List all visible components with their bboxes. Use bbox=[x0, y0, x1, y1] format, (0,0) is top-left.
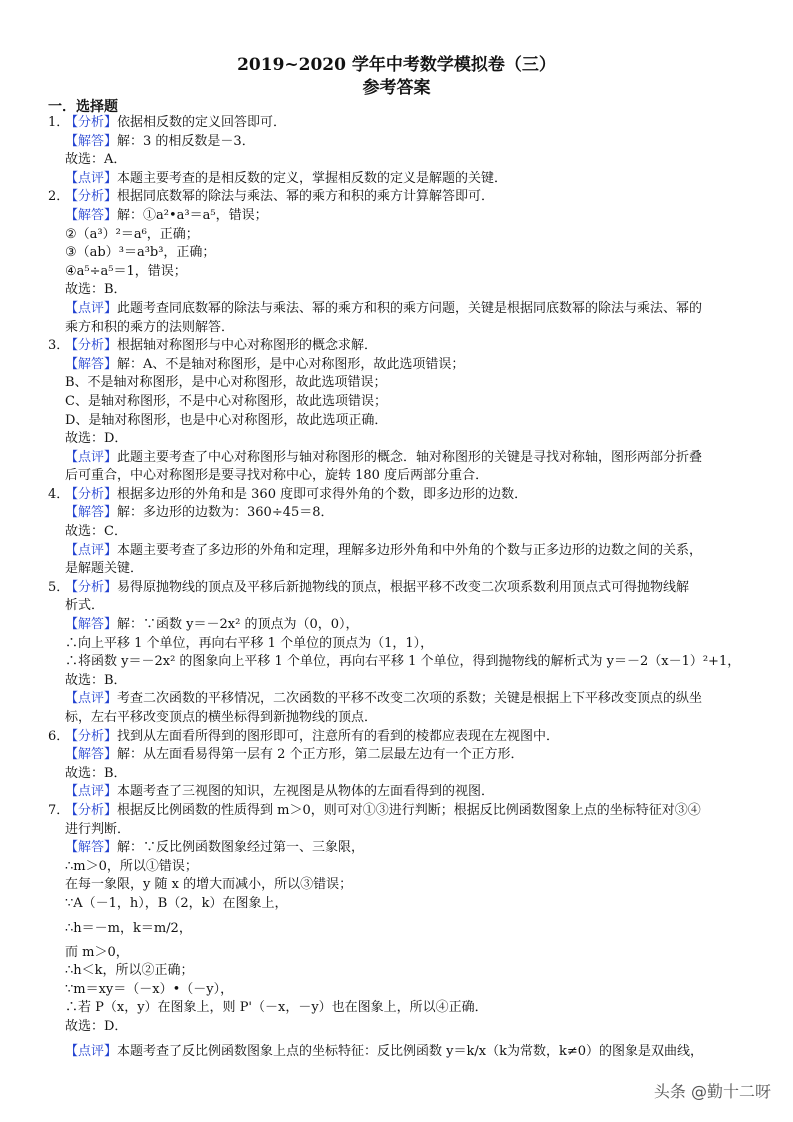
section-tag: 【点评】 bbox=[65, 449, 118, 465]
section-tag: 【解答】 bbox=[65, 133, 118, 149]
answer-line bbox=[48, 300, 748, 319]
answer-line bbox=[48, 244, 748, 263]
answer-line bbox=[48, 542, 748, 561]
answer-line bbox=[48, 263, 748, 282]
answer-line bbox=[48, 635, 748, 654]
answer-line bbox=[48, 151, 748, 170]
source-watermark: 头条 @勤十二呀 bbox=[653, 1082, 771, 1101]
answer-line bbox=[48, 356, 748, 375]
line-text: 故选：D． bbox=[65, 1018, 128, 1034]
line-text: 解：3 的相反数是－3． bbox=[117, 133, 255, 149]
section-tag: 【解答】 bbox=[65, 356, 118, 372]
answer-line bbox=[48, 207, 748, 226]
question-number: 4． bbox=[48, 486, 70, 502]
answer-line bbox=[48, 672, 748, 691]
answer-line bbox=[48, 467, 748, 486]
line-text: 本题考查了三视图的知识，左视图是从物体的左面看得到的视图． bbox=[117, 784, 495, 800]
section-tag: 【分析】 bbox=[65, 802, 118, 818]
answer-line bbox=[48, 999, 748, 1018]
line-text: 根据反比例函数的性质得到 m＞0，则可对①③进行判断；根据反比例函数图象上点的坐标特征对③④ bbox=[117, 802, 701, 818]
answer-line bbox=[48, 858, 748, 877]
answer-line bbox=[48, 944, 748, 963]
answer-line bbox=[48, 393, 748, 412]
line-text: 故选：B． bbox=[65, 282, 127, 298]
section-tag: 【点评】 bbox=[65, 170, 118, 186]
answer-line bbox=[48, 114, 748, 133]
answer-line bbox=[48, 319, 748, 338]
line-text: ∴将函数 y＝－2x² 的图象向上平移 1 个单位，再向右平移 1 个单位，得到抛物线的解析式为 y＝－2（x－1）²+1， bbox=[65, 654, 741, 670]
line-text: 找到从左面看所得到的图形即可，注意所有的看到的棱都应表现在左视图中． bbox=[117, 728, 560, 744]
answer-line bbox=[48, 449, 748, 468]
line-text: 依据相反数的定义回答即可． bbox=[117, 115, 287, 130]
answer-line bbox=[48, 962, 748, 981]
answer-line bbox=[48, 133, 748, 152]
line-text: 乘方和积的乘方的法则解答． bbox=[65, 319, 235, 335]
section-tag: 【解答】 bbox=[65, 207, 118, 223]
line-text: 故选：B． bbox=[65, 672, 127, 688]
line-text: ∵m＝xy＝（－x）•（－y）， bbox=[65, 981, 234, 997]
section-tag: 【分析】 bbox=[65, 115, 118, 130]
answer-line bbox=[48, 802, 748, 821]
section-tag: 【解答】 bbox=[65, 840, 118, 856]
answer-line bbox=[48, 895, 748, 914]
line-text: 后可重合，中心对称图形是要寻找对称中心，旋转 180 度后两部分重合． bbox=[65, 468, 489, 484]
question-number: 2． bbox=[48, 189, 70, 205]
answer-line bbox=[48, 914, 748, 944]
section-tag: 【分析】 bbox=[65, 189, 118, 205]
line-text: ∴若 P（x，y）在图象上，则 P'（－x，－y）也在图象上，所以④正确． bbox=[65, 1000, 488, 1016]
answer-line bbox=[48, 226, 748, 245]
answer-line bbox=[48, 486, 748, 505]
document-title: 2019~2020 学年中考数学模拟卷（三） bbox=[237, 55, 556, 75]
line-text: 析式． bbox=[65, 598, 105, 614]
section-tag: 【点评】 bbox=[65, 542, 118, 558]
document-subtitle: 参考答案 bbox=[362, 78, 431, 98]
line-text: 在每一象限，y 随 x 的增大而减小，所以③错误； bbox=[65, 877, 353, 893]
line-text: 本题考查了反比例函数图象上点的坐标特征：反比例函数 y＝k/x（k为常数，k≠0）的图象是双曲线， bbox=[117, 1043, 704, 1059]
line-text: C、是轴对称图形，不是中心对称图形，故此选项错误； bbox=[65, 393, 387, 409]
section-tag: 【分析】 bbox=[65, 338, 118, 354]
line-text: 此题考查同底数幂的除法与乘法、幂的乘方和积的乘方问题，关键是根据同底数幂的除法与乘法、幂的 bbox=[117, 300, 703, 316]
answer-line bbox=[48, 597, 748, 616]
section-tag: 【点评】 bbox=[65, 691, 118, 707]
line-text: ④a⁵÷a⁵＝1，错误； bbox=[65, 263, 187, 279]
answer-line bbox=[48, 728, 748, 747]
line-text: 解：多边形的边数为：360÷45＝8． bbox=[117, 505, 334, 521]
answer-line bbox=[48, 783, 748, 802]
line-text: ②（a³）²＝a⁶，正确； bbox=[65, 226, 199, 242]
answer-line bbox=[48, 839, 748, 858]
line-text: 而 m＞0， bbox=[65, 944, 129, 960]
answer-line bbox=[48, 746, 748, 765]
line-text: 进行判断． bbox=[65, 821, 131, 837]
line-text: 根据多边形的外角和是 360 度即可求得外角的个数，即多边形的边数． bbox=[117, 486, 528, 502]
answer-line bbox=[48, 523, 748, 542]
answer-line bbox=[48, 337, 748, 356]
line-text: 解：①a²•a³＝a⁵，错误； bbox=[117, 207, 268, 223]
line-text: 易得原抛物线的顶点及平移后新抛物线的顶点，根据平移不改变二次项系数利用顶点式可得抛物线解 bbox=[117, 579, 690, 595]
section-tag: 【分析】 bbox=[65, 728, 118, 744]
section-tag: 【解答】 bbox=[65, 747, 118, 763]
answer-line bbox=[48, 579, 748, 598]
line-text: B、不是轴对称图形，是中心对称图形，故此选项错误； bbox=[65, 375, 387, 391]
line-text: 根据同底数幂的除法与乘法、幂的乘方和积的乘方计算解答即可． bbox=[117, 189, 495, 205]
question-number: 1． bbox=[48, 115, 70, 130]
section-tag: 【解答】 bbox=[65, 617, 118, 633]
line-text: D、是轴对称图形，也是中心对称图形，故此选项正确． bbox=[65, 412, 388, 428]
answer-line bbox=[48, 765, 748, 784]
answer-line bbox=[48, 412, 748, 431]
section-tag: 【点评】 bbox=[65, 300, 118, 316]
question-number: 5． bbox=[48, 579, 70, 595]
line-text: 解：A、不是轴对称图形，是中心对称图形，故此选项错误； bbox=[117, 356, 465, 372]
section-tag: 【点评】 bbox=[65, 1043, 118, 1059]
answer-line bbox=[48, 653, 748, 672]
line-text: 故选：A． bbox=[65, 152, 127, 168]
line-text: 故选：C． bbox=[65, 524, 127, 540]
line-text: 解：从左面看易得第一层有 2 个正方形，第二层最左边有一个正方形． bbox=[117, 747, 524, 763]
section-heading: 一．选择题 bbox=[48, 99, 118, 115]
line-text: ∴h＜k，所以②正确； bbox=[65, 963, 194, 979]
line-text: ∴m＞0，所以①错误； bbox=[65, 858, 198, 874]
answer-line bbox=[48, 709, 748, 728]
answer-line bbox=[48, 188, 748, 207]
answer-line bbox=[48, 876, 748, 895]
answer-line bbox=[48, 821, 748, 840]
line-text: ③（ab）³＝a³b³，正确； bbox=[65, 245, 216, 261]
section-tag: 【点评】 bbox=[65, 784, 118, 800]
answer-line bbox=[48, 374, 748, 393]
answer-line bbox=[48, 504, 748, 523]
line-text: 是解题关键． bbox=[65, 561, 144, 577]
answer-line bbox=[48, 281, 748, 300]
answer-line bbox=[48, 1018, 748, 1037]
section-tag: 【解答】 bbox=[65, 505, 118, 521]
line-text: 本题主要考查了多边形的外角和定理，理解多边形外角和中外角的个数与正多边形的边数之间的关系， bbox=[117, 542, 703, 558]
answer-body bbox=[48, 114, 748, 1067]
answer-line bbox=[48, 170, 748, 189]
line-text: ∴向上平移 1 个单位，再向右平移 1 个单位的顶点为（1，1）， bbox=[65, 635, 434, 651]
answer-line bbox=[48, 560, 748, 579]
line-text: 解：∵反比例函数图象经过第一、三象限， bbox=[117, 840, 365, 856]
line-text: 本题主要考查的是相反数的定义，掌握相反数的定义是解题的关键． bbox=[117, 170, 508, 186]
question-number: 7． bbox=[48, 802, 70, 818]
section-tag: 【分析】 bbox=[65, 486, 118, 502]
answer-line bbox=[48, 616, 748, 635]
line-text: ∵A（－1，h），B（2，k）在图象上， bbox=[65, 895, 288, 911]
answer-line bbox=[48, 430, 748, 449]
line-text: 根据轴对称图形与中心对称图形的概念求解． bbox=[117, 338, 378, 354]
line-text: 考查二次函数的平移情况，二次函数的平移不改变二次项的系数；关键是根据上下平移改变顶点的纵坐 bbox=[117, 691, 703, 707]
line-text: 标，左右平移改变顶点的横坐标得到新抛物线的顶点． bbox=[65, 710, 378, 725]
line-text: 故选：D． bbox=[65, 431, 128, 447]
answer-line bbox=[48, 981, 748, 1000]
line-text: 此题主要考查了中心对称图形与轴对称图形的概念．轴对称图形的关键是寻找对称轴，图形两部分折叠 bbox=[117, 449, 703, 465]
answer-line bbox=[48, 1037, 748, 1067]
line-text: 解：∵函数 y＝－2x² 的顶点为（0，0）， bbox=[117, 617, 359, 633]
question-number: 3． bbox=[48, 338, 70, 354]
question-number: 6． bbox=[48, 728, 70, 744]
line-text: 故选：B． bbox=[65, 765, 127, 781]
section-tag: 【分析】 bbox=[65, 579, 118, 595]
answer-line bbox=[48, 690, 748, 709]
line-text: ∴h＝－m，k＝m/2， bbox=[65, 920, 192, 936]
